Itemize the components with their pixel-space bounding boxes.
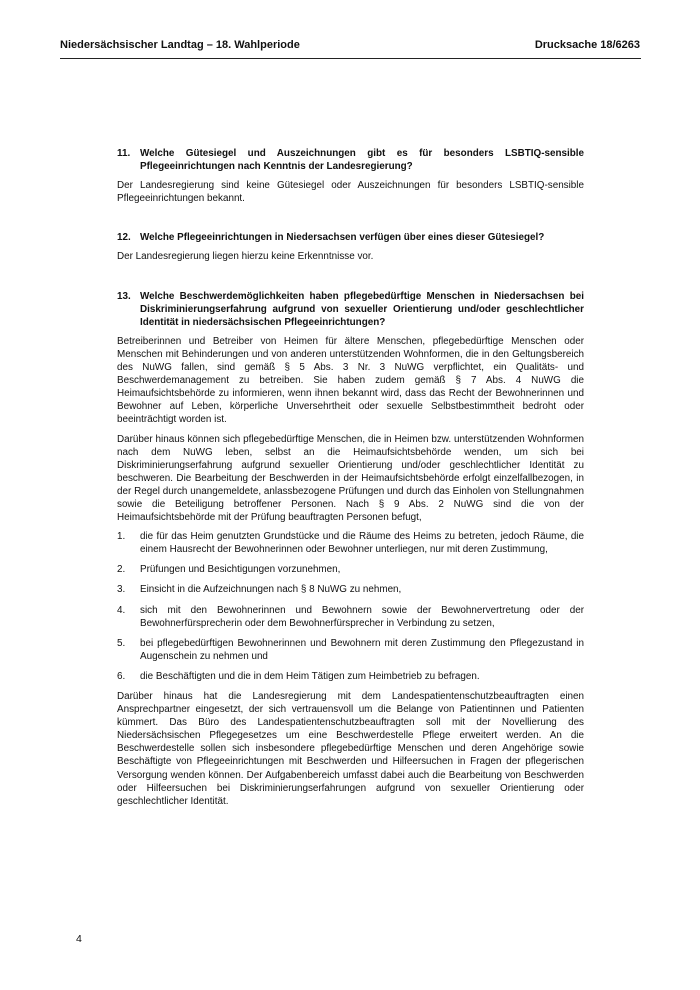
question-number: 11. (117, 148, 131, 159)
list-item (117, 604, 584, 630)
list-item-number: 3. (117, 584, 126, 596)
question-block-12 (117, 231, 584, 263)
document-number: Drucksache 18/6263 (534, 39, 640, 51)
list-item-number: 6. (117, 670, 126, 682)
list-item (117, 530, 584, 556)
page-number: 4 (76, 933, 82, 945)
authority-powers-list (117, 530, 584, 683)
list-item-number: 4. (117, 604, 126, 616)
question-13 (117, 290, 584, 329)
list-item (117, 563, 584, 576)
list-item-text: Prüfungen und Besichtigungen vorzunehmen, (140, 564, 341, 576)
parliament-period: Niedersächsischer Landtag – 18. Wahlperiode (60, 39, 300, 51)
question-block-11 (117, 147, 584, 205)
question-11 (117, 147, 584, 173)
spacer (117, 205, 584, 231)
list-item-number: 2. (117, 564, 126, 576)
list-item (117, 670, 584, 683)
list-item-number: 5. (117, 637, 126, 649)
question-number: 13. (117, 290, 131, 302)
answer-13-paragraph-3: Darüber hinaus hat die Landesregierung mit dem Landespatientenschutzbeauftragten einen Ansprechpartner eingesetzt, der sich vertrauensvoll um die Belange von Patientinnen und Patienten kümmert. Das Büro des Landespatientenschutzbeauftragten soll mit der Novellierung des Niedersächsischen Pflegegesetzes um eine Beschwerdestelle Pflege erweitert werden. An die Beschwerdestelle sollen sich insbesondere pflegebedürftige Menschen und deren Angehörige sowie Beschäftigte von Pflegeeinrichtungen mit Beschwerden und Hilfeersuchen in Fragen der pflegerischen Versorgung wenden können. Der Aufgabenbereich umfasst dabei auch die Bearbeitung von Beschwerden oder Hilfeersuchen bei Diskriminierungserfahrungen aufgrund von sexueller Orientierung oder geschlechtlicher Identität. (117, 691, 584, 807)
list-item-text: sich mit den Bewohnerinnen und Bewohnern sowie der Bewohnervertretung oder der Bewohnerfürsprecherin oder dem Bewohnerfürsprecher in Verbindung zu setzen, (140, 604, 584, 629)
list-item (117, 637, 584, 663)
header-divider (60, 58, 641, 59)
list-item-text: bei pflegebedürftigen Bewohnerinnen und Bewohnern mit deren Zustimmung den Pflegezustand in Augenschein zu nehmen und (140, 637, 584, 662)
answer-13-paragraph-1: Betreiberinnen und Betreiber von Heimen für ältere Menschen, pflegebedürftige Menschen oder Menschen mit Behinderungen und von anderen unterstützenden Wohnformen, die in den Geltungsbereich des NuWG fallen, sind gemäß § 5 Abs. 3 Nr. 3 NuWG verpflichtet, ein Qualitäts- und Beschwerdemanagement zu betreiben. Sie haben zudem gemäß § 7 Abs. 4 NuWG die Heimaufsichtsbehörde zu informieren, wenn ihnen bekannt wird, dass das Recht der Bewohnerinnen und Bewohner auf Leben, körperliche Unversehrtheit oder sexuelle Selbstbestimmtheit bedroht oder beeinträchtigt worden ist. (117, 335, 584, 426)
list-item-text: Einsicht in die Aufzeichnungen nach § 8 NuWG zu nehmen, (140, 584, 402, 596)
answer-12: Der Landesregierung liegen hierzu keine Erkenntnisse vor. (117, 251, 374, 263)
question-12 (117, 231, 584, 244)
spacer (117, 264, 584, 290)
question-text: Welche Pflegeeinrichtungen in Niedersachsen verfügen über eines dieser Gütesiegel? (140, 232, 545, 244)
page-header (60, 38, 640, 52)
answer-13-paragraph-2: Darüber hinaus können sich pflegebedürftige Menschen, die in Heimen bzw. unterstützenden Wohnformen nach dem NuWG leben, selbst an die Heimaufsichtsbehörde wenden, um sich bei Diskriminierungserfahrung aufgrund sexueller Orientierung und/oder geschlechtlicher Identität zu beschweren. Die Bearbeitung der Beschwerden in der Heimaufsichtsbehörde erfolgt einzelfallbezogen, in der Regel durch unangemeldete, anlassbezogene Prüfungen und durch das Einholen von Stellungnahmen sowie die Beteiligung betroffener Personen. Nach § 9 Abs. 2 NuWG sind die von der Heimaufsichtsbehörde mit der Prüfung beauftragten Personen befugt, (117, 433, 584, 524)
list-item-text: die Beschäftigten und die in dem Heim Tätigen zum Heimbetrieb zu befragen. (140, 670, 480, 682)
answer-11: Der Landesregierung sind keine Gütesiegel oder Auszeichnungen für besonders LSBTIQ-sensible Pflegeeinrichtungen bekannt. (117, 180, 584, 205)
list-item (117, 583, 584, 596)
question-block-13 (117, 290, 584, 808)
list-item-text: die für das Heim genutzten Grundstücke und die Räume des Heims zu betreten, jedoch Räume, die einem Hausrecht der Bewohnerinnen oder Bewohner unterliegen, nur mit deren Zustimmung, (140, 531, 584, 556)
list-item-number: 1. (117, 531, 126, 543)
question-text: Welche Beschwerdemöglichkeiten haben pflegebedürftige Menschen in Niedersachsen bei Diskriminierungserfahrung aufgrund von sexueller Orientierung und/oder geschlechtlicher Identität in niedersächsischen Pflegeeinrichtungen? (140, 290, 584, 328)
question-number: 12. (117, 232, 131, 244)
document-body (117, 147, 584, 814)
question-text: Welche Gütesiegel und Auszeichnungen gibt es für besonders LSBTIQ-sensible Pflegeeinrichtungen nach Kenntnis der Landesregierung? (140, 148, 584, 173)
